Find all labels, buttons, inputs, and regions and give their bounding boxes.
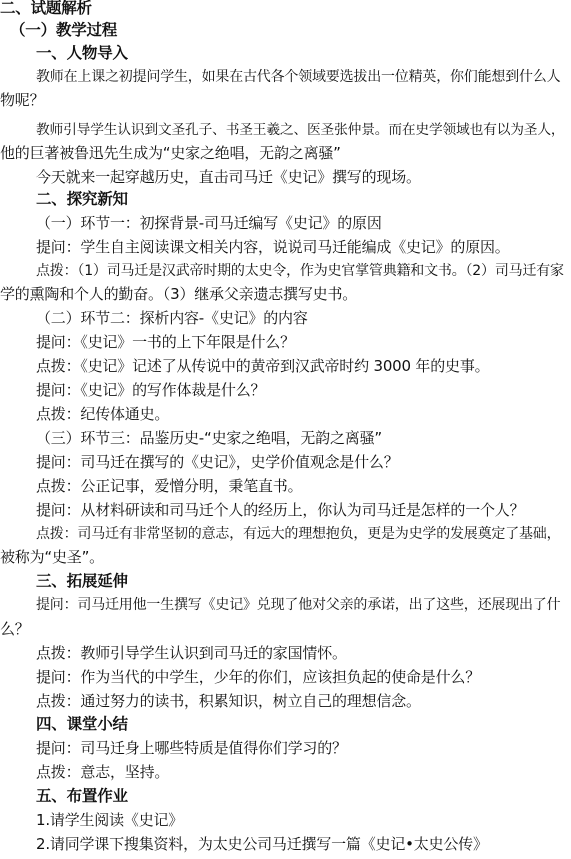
paragraph: 教师在上课之初提问学生，如果在古代各个领域要选拔出一位精英，你们能想到什么人 [36,69,561,85]
heading-part5: 五、布置作业 [36,787,128,805]
answer: 学的熏陶和个人的勤奋。（3）继承父亲遗志撰写史书。 [0,285,358,303]
answer: 点拨：纪传体通史。 [36,405,170,423]
question: 提问：学生自主阅读课文相关内容，说说司马迁能编成《史记》的原因。 [36,238,510,256]
heading-part3: 三、拓展延伸 [36,572,128,590]
subsection-title: （一）教学过程 [10,21,118,39]
answer: 点拨：意志，坚持。 [36,763,170,781]
answer: 点拨：通过努力的读书，积累知识，树立自己的理想信念。 [36,692,421,710]
answer: 点拨：教师引导学生认识到司马迁的家国情怀。 [36,644,347,662]
paragraph: 教师引导学生认识到文圣孔子、书圣王羲之、医圣张仲景。而在史学领域也有以为圣人， [36,122,565,138]
heading-part1: 一、人物导入 [36,44,128,62]
section-title: 二、试题解析 [0,0,92,17]
question: 提问：作为当代的中学生，少年的你们，应该担负起的使命是什么？ [36,668,481,686]
answer: 点拨：司马迁有非常坚韧的意志，有远大的理想抱负，更是为史学的发展奠定了基础， [36,526,561,542]
question: 提问：司马迁用他一生撰写《史记》兑现了他对父亲的承诺，出了这些，还展现出了什 [36,597,561,613]
answer: 点拨：《史记》记述了从传说中的黄帝到汉武帝时约 3000 年的史事。 [36,357,490,375]
homework-item: 2.请同学课下搜集资料，为太史公司马迁撰写一篇《史记•太史公传》 [36,835,488,853]
paragraph: 物呢？ [0,91,45,109]
answer: 被称为“史圣”。 [0,548,104,566]
paragraph: 他的巨著被鲁迅先生成为“史家之绝唱，无韵之离骚” [0,144,341,162]
question: 提问：司马迁在撰写的《史记》，史学价值观念是什么？ [36,453,399,471]
question: 提问：《史记》的写作体裁是什么？ [36,381,266,399]
paragraph: 今天就来一起穿越历史，直击司马迁《史记》撰写的现场。 [36,168,421,186]
question: 提问：从材料研读和司马迁个人的经历上，你认为司马迁是怎样的一个人？ [36,501,525,519]
heading-part4: 四、课堂小结 [36,715,128,733]
question: 么？ [0,620,30,638]
question: 提问：《史记》一书的上下年限是什么？ [36,333,295,351]
heading-part2: 二、探究新知 [36,190,128,208]
step-title: （二）环节二：探析内容-《史记》的内容 [36,309,308,327]
homework-item: 1.请学生阅读《史记》 [36,811,184,829]
answer: 点拨：（1）司马迁是汉武帝时期的太史令，作为史官掌管典籍和文书。（2）司马迁有家 [36,263,564,279]
step-title: （三）环节三：品鉴历史-“史家之绝唱，无韵之离骚” [36,429,382,447]
step-title: （一）环节一：初探背景-司马迁编写《史记》的原因 [36,214,382,232]
answer: 点拨：公正记事，爱憎分明，秉笔直书。 [36,477,303,495]
question: 提问：司马迁身上哪些特质是值得你们学习的？ [36,739,347,757]
